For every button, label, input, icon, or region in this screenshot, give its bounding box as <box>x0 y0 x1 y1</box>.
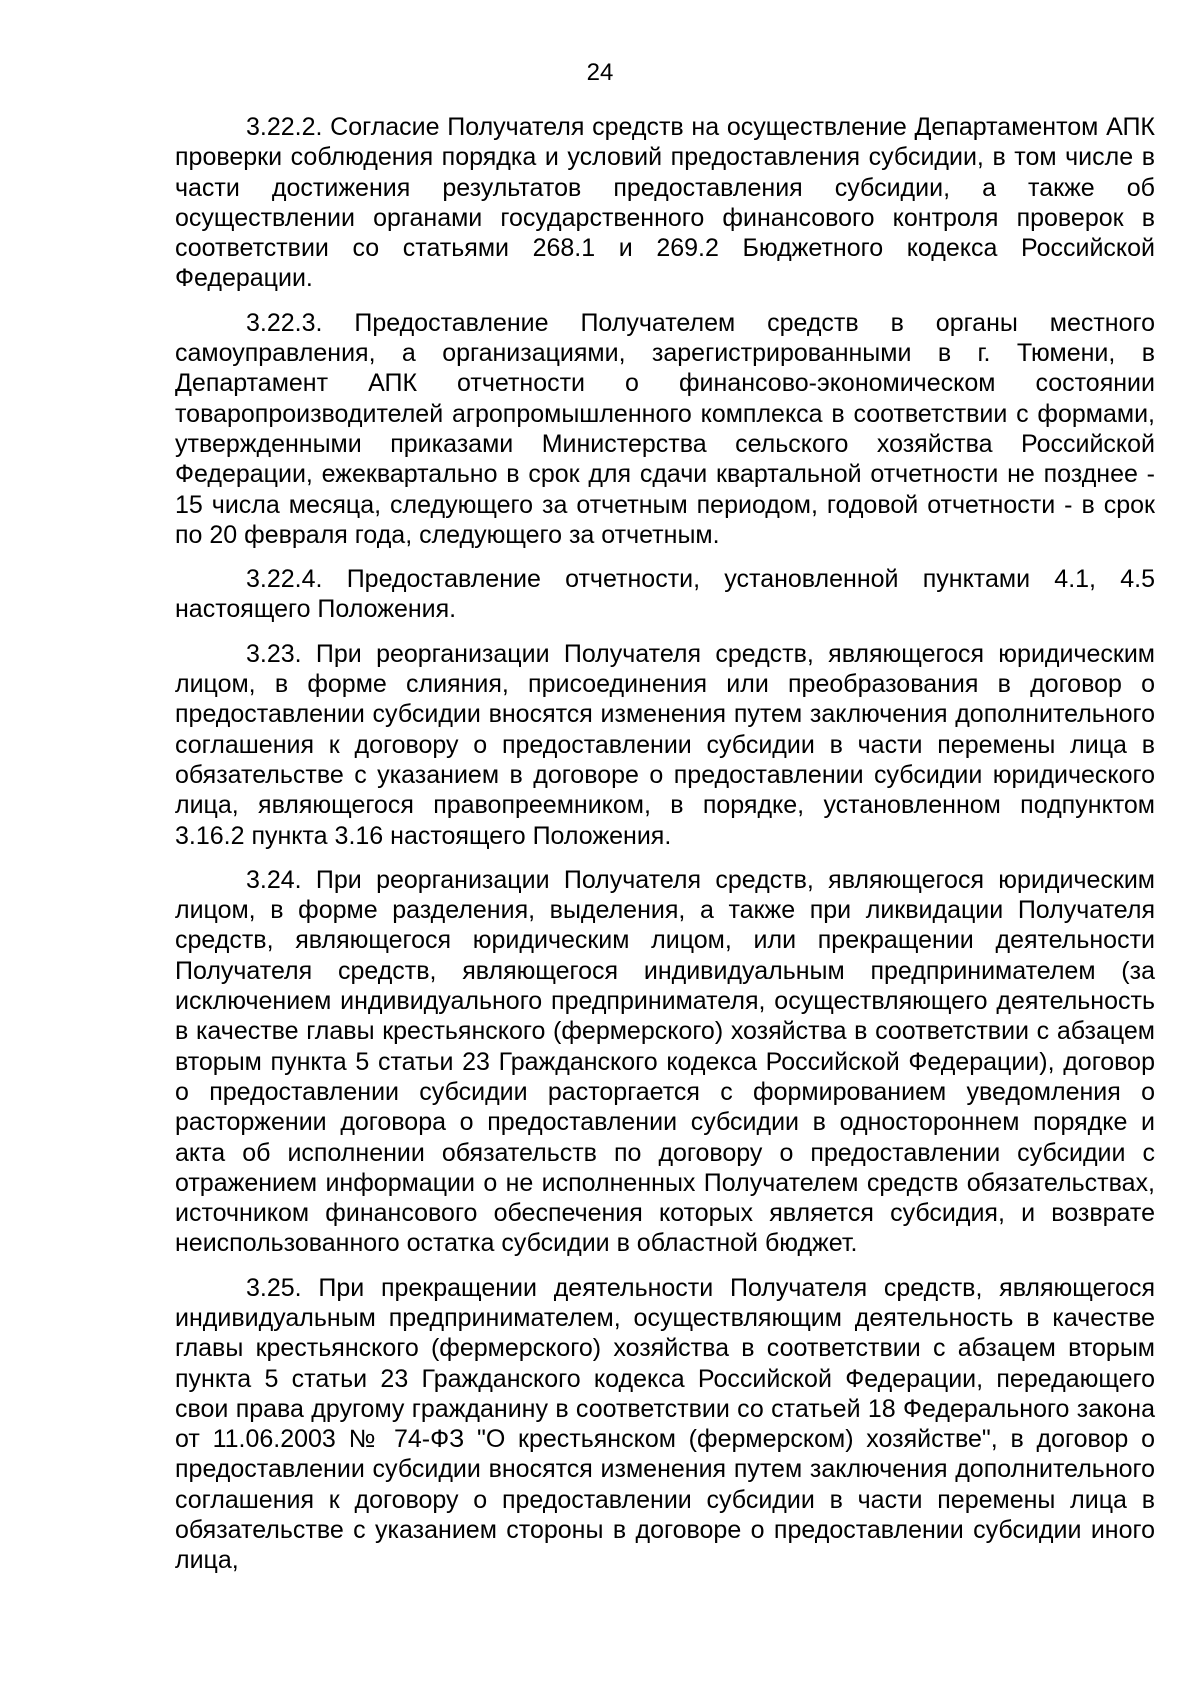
paragraph-3-22-2: 3.22.2. Согласие Получателя средств на осуществление Департаментом АПК проверки соблюдения порядка и условий предоставления субсидии, в том числе в части достижения результатов предоставления субсидии, а также об осуществлении органами государственного финансового контроля проверок в соответствии со статьями 268.1 и 269.2 Бюджетного кодекса Российской Федерации. <box>175 113 1155 293</box>
paragraph-3-24: 3.24. При реорганизации Получателя средств, являющегося юридическим лицом, в форме разделения, выделения, а также при ликвидации Получателя средств, являющегося юридическим лицом, или прекращении деятельности Получателя средств, являющегося индивидуальным предпринимателем (за исключением индивидуального предпринимателя, осуществляющего деятельность в качестве главы крестьянского (фермерского) хозяйства в соответствии с абзацем вторым пункта 5 статьи 23 Гражданского кодекса Российской Федерации), договор о предоставлении субсидии расторгается с формированием уведомления о расторжении договора о предоставлении субсидии в одностороннем порядке и акта об исполнении обязательств по договору о предоставлении субсидии с отражением информации о не исполненных Получателем средств обязательствах, источником финансового обеспечения которых является субсидия, и возврате неиспользованного остатка субсидии в областной бюджет. <box>175 865 1155 1258</box>
paragraph-3-25: 3.25. При прекращении деятельности Получателя средств, являющегося индивидуальным предпринимателем, осуществляющим деятельность в качестве главы крестьянского (фермерского) хозяйства в соответствии с абзацем вторым пункта 5 статьи 23 Гражданского кодекса Российской Федерации, передающего свои права другому гражданину в соответствии со статьей 18 Федерального закона от 11.06.2003 № 74-ФЗ "О крестьянском (фермерском) хозяйстве", в договор о предоставлении субсидии вносятся изменения путем заключения дополнительного соглашения к договору о предоставлении субсидии в части перемены лица в обязательстве с указанием стороны в договоре о предоставлении субсидии иного лица, <box>175 1273 1155 1575</box>
paragraph-3-22-3: 3.22.3. Предоставление Получателем средств в органы местного самоуправления, а организациями, зарегистрированными в г. Тюмени, в Департамент АПК отчетности о финансово-экономическом состоянии товаропроизводителей агропромышленного комплекса в соответствии с формами, утвержденными приказами Министерства сельского хозяйства Российской Федерации, ежеквартально в срок для сдачи квартальной отчетности не позднее - 15 числа месяца, следующего за отчетным периодом, годовой отчетности - в срок по 20 февраля года, следующего за отчетным. <box>175 308 1155 549</box>
document-body <box>175 112 1155 1590</box>
paragraph-3-23: 3.23. При реорганизации Получателя средств, являющегося юридическим лицом, в форме слияния, присоединения или преобразования в договор о предоставлении субсидии вносятся изменения путем заключения дополнительного соглашения к договору о предоставлении субсидии в части перемены лица в обязательстве с указанием в договоре о предоставлении субсидии юридического лица, являющегося правопреемником, в порядке, установленном подпунктом 3.16.2 пункта 3.16 настоящего Положения. <box>175 639 1155 850</box>
paragraph-3-22-4: 3.22.4. Предоставление отчетности, установленной пунктами 4.1, 4.5 настоящего Положения. <box>175 565 1155 624</box>
page-number: 24 <box>586 59 614 86</box>
